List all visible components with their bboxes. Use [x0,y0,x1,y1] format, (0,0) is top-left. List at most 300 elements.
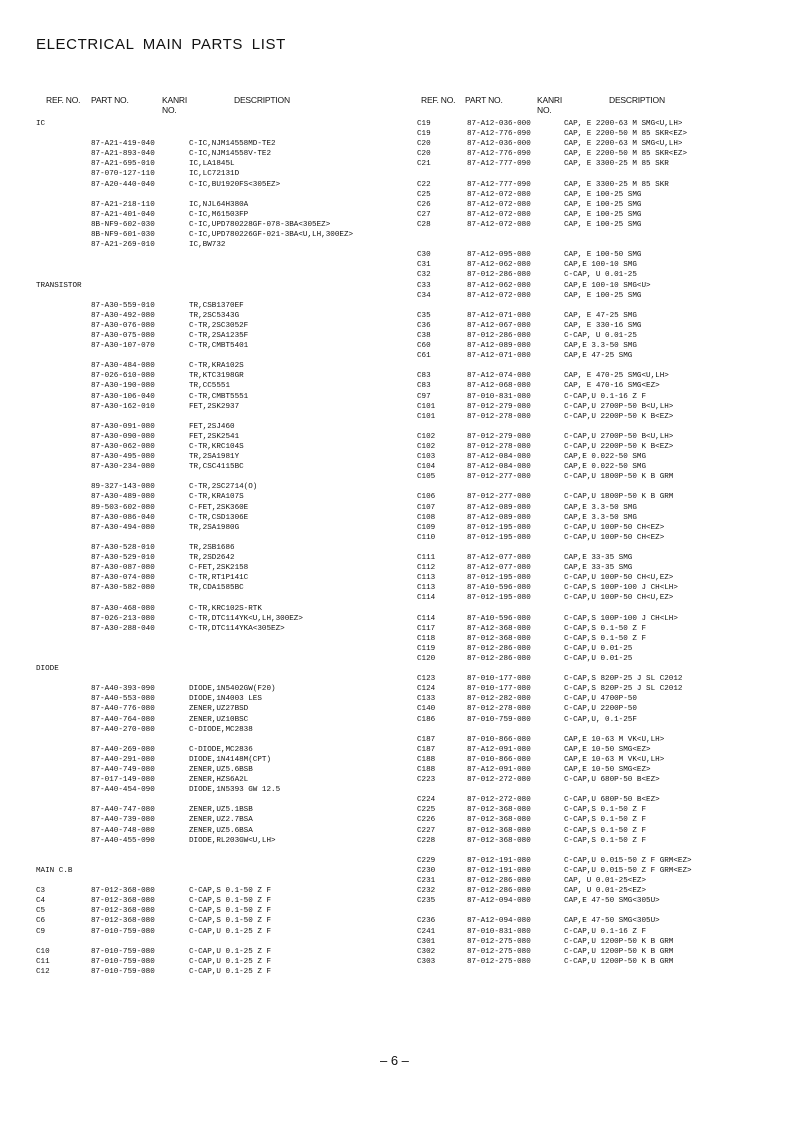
description: CAP, E 100-25 SMG [564,291,642,300]
parts-row [36,856,416,866]
parts-row [417,351,793,361]
parts-row [417,159,793,169]
header-kanri-no: KANRI NO. [162,95,187,115]
parts-row [36,553,416,563]
description: CAP,E 10-50 SMG<EZ> [564,766,651,774]
part-no: 87-A40-747-080 [91,806,155,815]
part-no: 87-A12-089-080 [467,513,531,522]
ref-no: C230 [417,866,436,875]
description: C-CAP, U 0.01-25 [564,271,637,280]
part-no: 87-A12-074-080 [467,372,531,381]
ref-no: C5 [36,907,46,916]
ref-no: C35 [417,311,431,320]
part-no: 87-A12-072-080 [467,291,531,300]
parts-row [417,523,793,533]
part-no: 87-012-275-080 [467,947,531,956]
description: ZENER,UZ27BSD [189,705,249,714]
part-no: 87-A30-495-080 [91,453,155,462]
description: CAP, E 2200-63 M SMG<U,LH> [564,120,683,128]
parts-row [417,240,793,250]
part-no: 87-012-195-080 [467,594,531,603]
part-no: 87-A21-893-040 [91,150,155,159]
part-no: 87-012-368-080 [91,897,155,906]
part-no: 87-A30-234-080 [91,463,155,472]
parts-row [417,664,793,674]
description: C-CAP,S 0.1-50 Z F [564,836,647,845]
part-no: 87-012-368-080 [467,816,531,825]
description: C-CAP,S 0.1-50 Z F [189,897,272,906]
part-no: 87-A12-084-080 [467,463,531,472]
parts-row [417,634,793,644]
parts-row [36,129,416,139]
description: C-TR,CMBT5401 [189,342,249,351]
part-no: 87-A12-036-000 [467,140,531,149]
description: ZENER,UZ5.6BSA [189,826,253,835]
part-no: 87-012-286-080 [467,877,531,886]
part-no: 87-A30-492-080 [91,311,155,320]
parts-row [36,745,416,755]
part-no: 87-A30-582-080 [91,584,155,593]
description: C-CAP, U 0.01-25 [564,331,637,340]
parts-row [36,371,416,381]
parts-row [417,220,793,230]
parts-row [417,543,793,553]
parts-row [417,674,793,684]
description: TR,CC5551 [189,382,231,391]
part-no: 87-A12-067-080 [467,321,531,330]
parts-row [36,270,416,280]
description: C-CAP,U 100P-50 CH<EZ> [564,523,665,532]
ref-no: C22 [417,180,431,189]
part-no: 87-A12-777-090 [467,180,531,189]
part-no: 87-012-368-080 [467,806,531,815]
description: DIODE,1N5402GW(F20) [189,685,276,694]
part-no: 87-012-368-080 [91,887,155,896]
page-title: ELECTRICAL MAIN PARTS LIST [36,36,286,53]
parts-row [36,725,416,735]
parts-row [36,180,416,190]
description: C-CAP,S 820P-25 J SL C2012 [564,675,683,684]
ref-no: C118 [417,634,436,643]
description: CAP,E 10-63 M VK<U,LH> [564,735,665,744]
parts-row [36,250,416,260]
part-no: 87-012-279-080 [467,432,531,441]
parts-row [417,361,793,371]
parts-row [36,462,416,472]
description: CAP,E 47-50 SMG<305U> [564,897,660,906]
parts-row [36,513,416,523]
part-no: 87-A12-776-090 [467,130,531,139]
description: C-TR,DTC114YK<U,LH,300EZ> [189,614,303,623]
parts-row [417,503,793,513]
part-no: 87-A21-218-110 [91,200,155,209]
parts-row [36,785,416,795]
parts-row [36,634,416,644]
description: IC,LA1845L [189,160,235,169]
part-no: 87-A12-089-080 [467,342,531,351]
ref-no: C109 [417,523,436,532]
parts-row [417,422,793,432]
header-ref-no: REF. NO. [421,95,456,105]
ref-no: C303 [417,957,436,966]
part-no: 87-A30-494-080 [91,523,155,532]
parts-row [36,281,416,291]
description: C-CAP,S 0.1-50 Z F [564,816,647,825]
description: TR,2SA1980G [189,523,240,532]
description: ZENER,UZ5.6BSB [189,766,253,774]
parts-row [417,412,793,422]
description: TR,2SD2642 [189,554,235,563]
ref-no: C110 [417,533,436,542]
parts-row [36,412,416,422]
parts-row [417,604,793,614]
part-no: 87-A40-749-080 [91,766,155,774]
parts-row [36,795,416,805]
part-no: 87-012-368-080 [467,826,531,835]
parts-row [36,715,416,725]
ref-no: C187 [417,735,436,744]
description: C-CAP,U 0.01-25 [564,644,633,653]
part-no: 87-012-286-080 [467,644,531,653]
ref-no: C20 [417,140,431,149]
parts-row [36,694,416,704]
description: TR,KTC3198GR [189,372,244,381]
part-no: 87-012-368-080 [467,836,531,845]
part-no: 87-012-272-080 [467,796,531,805]
parts-row [417,826,793,836]
part-no: 87-A12-068-080 [467,382,531,391]
parts-row [417,139,793,149]
parts-row [36,735,416,745]
description: TR,CSC4115BC [189,463,244,472]
parts-row [417,775,793,785]
parts-row [36,482,416,492]
ref-no: C186 [417,715,436,724]
ref-no: DIODE [36,665,59,674]
part-no: 87-A21-419-040 [91,140,155,149]
description: C-CAP,S 100P-100 J CH<LH> [564,614,678,623]
part-no: 87-A12-091-080 [467,745,531,754]
parts-row [417,341,793,351]
ref-no: C241 [417,927,436,936]
parts-row [417,725,793,735]
description: CAP, E 47-25 SMG [564,311,637,320]
parts-row [417,644,793,654]
description: C-CAP,U 0.01-25 [564,654,633,663]
part-no: 87-A20-440-040 [91,180,155,189]
parts-row [417,200,793,210]
ref-no: C20 [417,150,431,159]
parts-row [417,876,793,886]
ref-no: C4 [36,897,46,906]
description: CAP,E 100-10 SMG [564,261,637,270]
ref-no: C236 [417,917,436,926]
ref-no: C26 [417,200,431,209]
part-no: 87-A30-528-010 [91,543,155,552]
part-no: 87-A40-291-080 [91,755,155,764]
parts-row [417,190,793,200]
description: CAP, E 100-50 SMG [564,251,642,260]
parts-row [36,614,416,624]
parts-row [36,392,416,402]
description: C-CAP,U 0.015-50 Z F GRM<EZ> [564,856,692,865]
description: C-CAP,U 2200P-50 K B<EZ> [564,412,674,421]
part-no: 87-A10-596-080 [467,584,531,593]
parts-row [417,381,793,391]
parts-row [417,260,793,270]
ref-no: C11 [36,957,50,966]
part-no: 8B-NF9-602-030 [91,220,155,229]
description: C-IC,NJM14558MD-TE2 [189,140,276,149]
ref-no: C28 [417,220,431,229]
part-no: 87-012-275-080 [467,957,531,966]
parts-row [36,866,416,876]
parts-row [417,482,793,492]
description: CAP, E 3300-25 M 85 SKR [564,160,669,169]
part-no: 87-A12-062-080 [467,281,531,290]
parts-row [36,957,416,967]
ref-no: C30 [417,251,431,260]
description: FET,2SK2541 [189,432,240,441]
parts-row [36,119,416,129]
description: C-CAP,S 0.1-50 Z F [189,887,272,896]
description: C-CAP,S 0.1-50 Z F [564,634,647,643]
parts-row [417,270,793,280]
parts-row [36,765,416,775]
parts-row [36,442,416,452]
parts-row [417,755,793,765]
ref-no: C114 [417,614,436,623]
part-no: 87-A30-559-010 [91,301,155,310]
part-no: 87-012-368-080 [91,907,155,916]
part-no: 87-A12-071-080 [467,311,531,320]
part-no: 87-A12-776-090 [467,150,531,159]
description: C-TR,KRA102S [189,362,244,371]
part-no: 87-A30-074-080 [91,574,155,583]
ref-no: C113 [417,584,436,593]
part-no: 87-012-278-080 [467,705,531,714]
description: ZENER,UZ2.7BSA [189,816,253,825]
part-no: 87-A12-094-080 [467,897,531,906]
description: C-CAP,U 2200P-50 [564,705,637,714]
part-no: 87-012-195-080 [467,523,531,532]
description: DIODE,1N4148M(CPT) [189,755,272,764]
part-no: 87-026-610-080 [91,372,155,381]
description: CAP, E 2200-63 M SMG<U,LH> [564,140,683,149]
ref-no: TRANSISTOR [36,281,82,290]
part-no: 87-012-191-080 [467,856,531,865]
description: C-CAP,U 2200P-50 K B<EZ> [564,443,674,451]
description: C-CAP,U 2700P-50 B<U,LH> [564,432,674,441]
part-no: 87-070-127-110 [91,170,155,179]
ref-no: C102 [417,443,436,451]
description: CAP, E 2200-50 M 85 SKR<EZ> [564,150,688,159]
part-no: 87-012-279-080 [467,402,531,411]
description: C-DIODE,MC2836 [189,745,253,754]
part-no: 87-A30-162-010 [91,402,155,411]
parts-row [417,169,793,179]
ref-no: C25 [417,190,431,199]
ref-no: C226 [417,816,436,825]
description: C-CAP,U 680P-50 B<EZ> [564,796,660,805]
parts-row [36,684,416,694]
description: CAP, E 2200-50 M 85 SKR<EZ> [564,130,688,139]
description: IC,BW732 [189,241,226,250]
description: C-DIODE,MC2838 [189,725,253,734]
parts-row [417,856,793,866]
part-no: 87-A30-076-080 [91,321,155,330]
parts-row [417,745,793,755]
part-no: 87-010-759-080 [91,957,155,966]
parts-row [36,573,416,583]
part-no: 87-010-759-080 [91,947,155,956]
parts-row [36,583,416,593]
part-no: 87-A12-089-080 [467,503,531,512]
parts-row [36,654,416,664]
ref-no: C97 [417,392,431,401]
parts-row [36,169,416,179]
description: C-CAP,U 100P-50 CH<EZ> [564,533,665,542]
description: C-IC,M61503FP [189,210,249,219]
parts-row [417,210,793,220]
parts-row [417,937,793,947]
description: C-TR,KRC102S-RTK [189,604,262,613]
parts-row [417,916,793,926]
parts-row [417,654,793,664]
ref-no: C36 [417,321,431,330]
description: CAP, E 470-16 SMG<EZ> [564,382,660,391]
ref-no: C101 [417,402,436,411]
description: C-CAP,U 1200P-50 K B GRM [564,937,674,946]
part-no: 87-012-286-080 [467,887,531,896]
part-no: 87-010-759-080 [467,715,531,724]
parts-row [36,503,416,513]
description: C-CAP,U 0.1-16 Z F [564,927,647,936]
part-no: 87-A30-529-010 [91,554,155,563]
description: C-TR,KRA107S [189,493,244,502]
ref-no: C119 [417,644,436,653]
description: C-CAP,U 4700P-50 [564,695,637,704]
part-no: 87-A21-401-040 [91,210,155,219]
description: C-CAP,U 1200P-50 K B GRM [564,957,674,966]
description: C-CAP,S 0.1-50 Z F [564,624,647,633]
parts-row [417,442,793,452]
ref-no: C117 [417,624,436,633]
parts-row [417,129,793,139]
parts-row [417,866,793,876]
ref-no: C103 [417,453,436,462]
parts-row [36,260,416,270]
part-no: 87-A12-062-080 [467,261,531,270]
parts-row [36,967,416,977]
ref-no: C33 [417,281,431,290]
ref-no: C101 [417,412,436,421]
part-no: 87-A30-468-080 [91,604,155,613]
part-no: 87-A30-288-040 [91,624,155,633]
part-no: 87-A30-484-080 [91,362,155,371]
description: C-CAP,S 100P-100 J CH<LH> [564,584,678,593]
description: CAP,E 47-50 SMG<305U> [564,917,660,926]
ref-no: C104 [417,463,436,472]
parts-row [417,735,793,745]
part-no: 87-012-272-080 [467,776,531,785]
description: CAP, E 100-25 SMG [564,200,642,209]
parts-row [417,785,793,795]
description: TR,2SA1981Y [189,453,240,462]
description: C-CAP,U 1800P-50 K B GRM [564,493,674,502]
part-no: 87-012-368-080 [467,634,531,643]
parts-row [417,533,793,543]
ref-no: C10 [36,947,50,956]
parts-row [417,371,793,381]
part-no: 87-A30-107-070 [91,342,155,351]
description: C-CAP,U 0.1-25 Z F [189,927,272,936]
parts-row [36,947,416,957]
description: CAP,E 0.022-50 SMG [564,453,647,462]
part-no: 87-A12-072-080 [467,200,531,209]
part-no: 87-A40-776-080 [91,705,155,714]
description: C-IC,BU1920FS<305EZ> [189,180,281,189]
ref-no: C301 [417,937,436,946]
parts-row [417,583,793,593]
parts-row [36,422,416,432]
parts-row [36,604,416,614]
parts-row [36,886,416,896]
description: C-CAP,U 0.1-25 Z F [189,947,272,956]
ref-no: C21 [417,160,431,169]
description: CAP,E 33-35 SMG [564,554,633,563]
description: C-CAP,U 2700P-50 B<U,LH> [564,402,674,411]
ref-no: C113 [417,574,436,583]
parts-row [36,836,416,846]
description: C-IC,UPD780228GF-078-3BA<305EZ> [189,220,331,229]
ref-no: C225 [417,806,436,815]
parts-row [417,321,793,331]
ref-no: C60 [417,342,431,351]
parts-row [36,230,416,240]
parts-row [36,341,416,351]
parts-row [417,250,793,260]
ref-no: C83 [417,372,431,381]
part-no: 87-A30-075-080 [91,331,155,340]
description: C-CAP,S 0.1-50 Z F [564,826,647,835]
description: C-IC,NJM14558V-TE2 [189,150,272,159]
description: C-FET,2SK2158 [189,564,249,573]
description: C-CAP,U, 0.1-25F [564,715,637,724]
parts-row [36,543,416,553]
description: CAP,E 3.3-50 SMG [564,513,637,522]
part-no: 87-A12-036-000 [467,120,531,128]
parts-row [417,795,793,805]
part-no: 87-A40-454-090 [91,786,155,795]
parts-row [36,624,416,634]
parts-row [417,815,793,825]
description: C-CAP,S 0.1-50 Z F [189,907,272,916]
description: CAP, E 3300-25 M 85 SKR [564,180,669,189]
parts-row [417,624,793,634]
parts-row [417,291,793,301]
part-no: 87-010-177-080 [467,675,531,684]
description: DIODE,RL203GW<U,LH> [189,836,276,845]
part-no: 87-A30-190-080 [91,382,155,391]
part-no: 87-A30-086-040 [91,513,155,522]
part-no: 87-A12-072-080 [467,190,531,199]
parts-row [417,563,793,573]
ref-no: C106 [417,493,436,502]
ref-no: C187 [417,745,436,754]
parts-row [36,351,416,361]
ref-no: C188 [417,755,436,764]
